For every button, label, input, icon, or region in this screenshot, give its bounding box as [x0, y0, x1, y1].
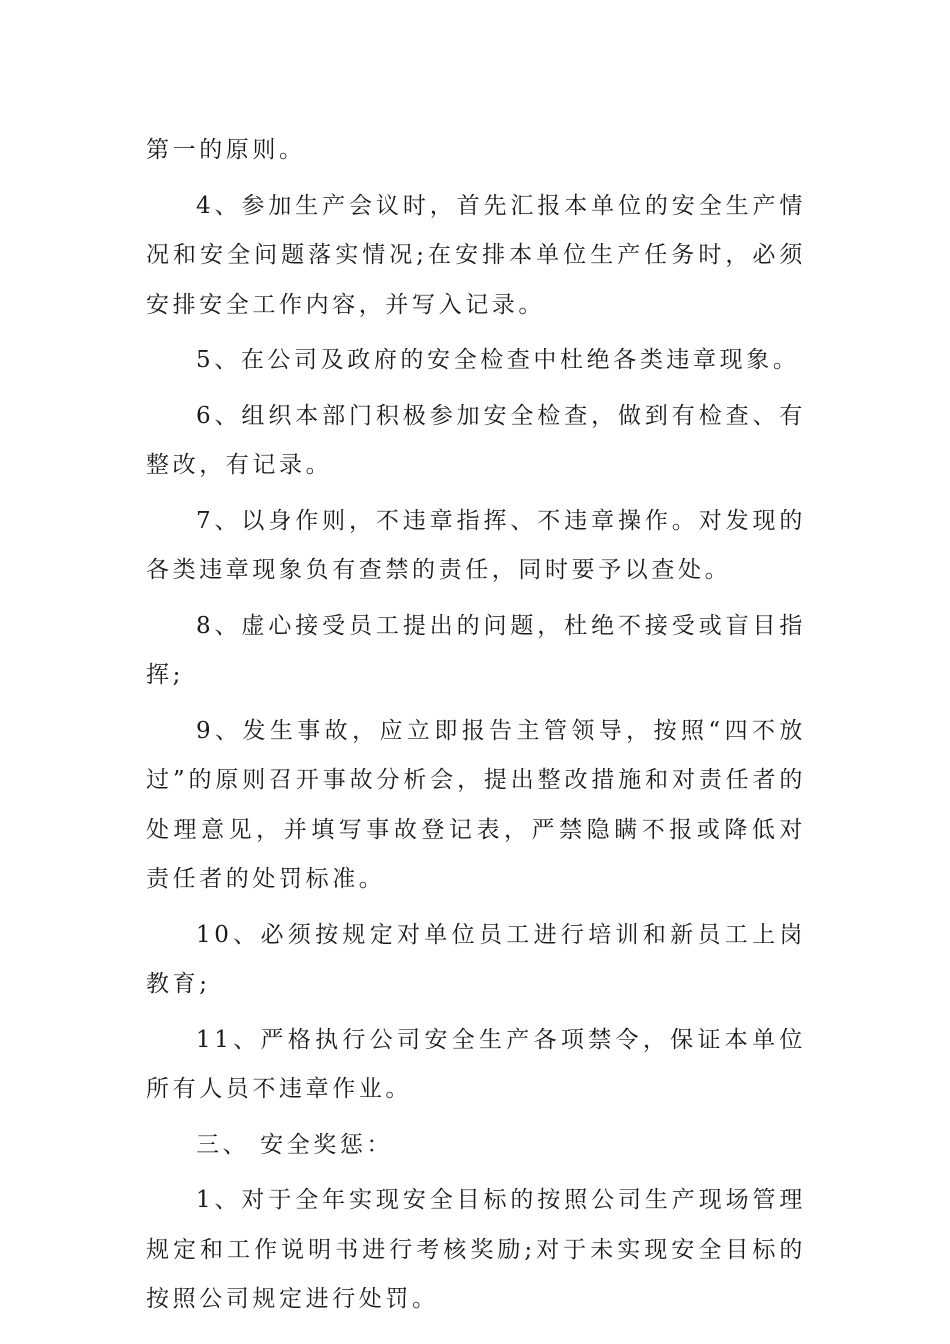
paragraph-reward-item-1: 1、对于全年实现安全目标的按照公司生产现场管理规定和工作说明书进行考核奖励;对于未实现安全目标的按照公司规定进行处罚。 [146, 1187, 806, 1312]
paragraph-item-9: 9、发生事故，应立即报告主管领导，按照“四不放过”的原则召开事故分析会，提出整改措施和对责任者的处理意见，并填写事故登记表，严禁隐瞒不报或降低对责任者的处罚标准。 [146, 717, 806, 892]
paragraph-item-10: 10、必须按规定对单位员工进行培训和新员工上岗教育; [146, 921, 806, 997]
paragraph-item-8: 8、虚心接受员工提出的问题，杜绝不接受或盲目指挥; [146, 612, 806, 688]
paragraph-item-5: 5、在公司及政府的安全检查中杜绝各类违章现象。 [196, 347, 800, 373]
paragraph-item-7: 7、以身作则，不违章指挥、不违章操作。对发现的各类违章现象负有查禁的责任，同时要予以查处。 [146, 507, 806, 583]
section-heading-safety-rewards: 三、 安全奖惩： [196, 1131, 394, 1158]
paragraph-item-11: 11、严格执行公司安全生产各项禁令，保证本单位所有人员不违章作业。 [146, 1026, 806, 1102]
paragraph-item-4: 4、参加生产会议时，首先汇报本单位的安全生产情况和安全问题落实情况;在安排本单位生产任务时，必须安排安全工作内容，并写入记录。 [146, 192, 806, 318]
paragraph-item-6: 6、组织本部门积极参加安全检查，做到有检查、有整改，有记录。 [146, 402, 806, 478]
document-body [146, 126, 806, 1331]
paragraph-continuation: 第一的原则。 [146, 137, 306, 163]
